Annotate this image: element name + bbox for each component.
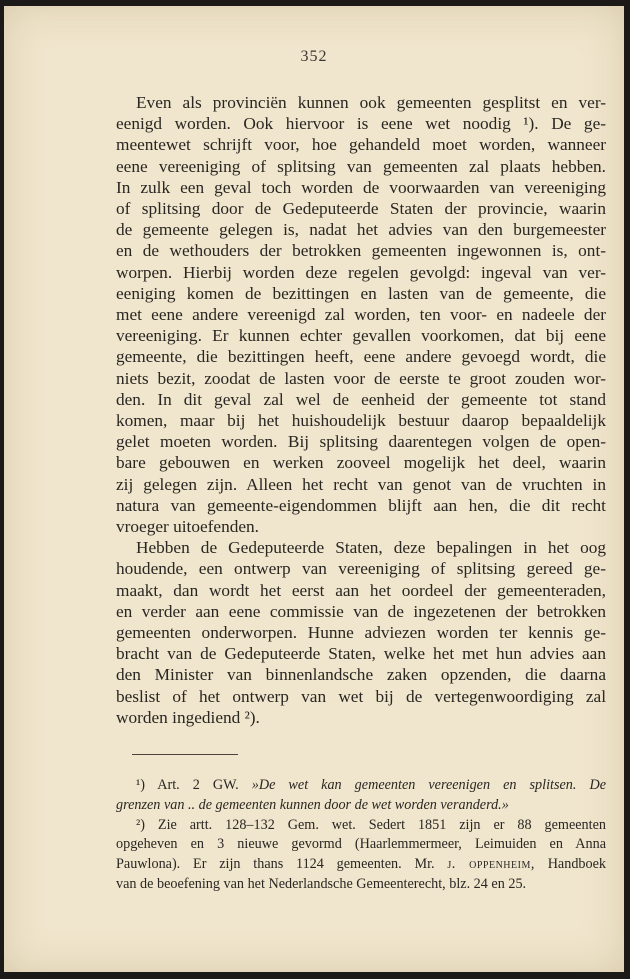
- footnote-1-quote: »De wet kan gemeenten vereenigen en splitsen. De: [251, 777, 606, 793]
- text-line: natura van gemeente-eigendommen blijft aan hen, die dit recht: [116, 495, 606, 515]
- text-line: eeniging komen de bezittingen en lasten van de gemeente, die: [116, 283, 606, 303]
- text-line: en verder aan eene commissie van de ingezetenen der betrokken: [116, 601, 606, 621]
- footnotes: [116, 776, 606, 895]
- footnote-1-line: [116, 776, 606, 796]
- main-text: [116, 92, 606, 728]
- text-line: vereeniging. Er kunnen echter gevallen voorkomen, dat bij eene: [116, 326, 606, 346]
- text-line: niets bezit, zoodat de lasten voor de eerste te groot zouden wor-: [116, 368, 606, 388]
- footnote-2-text: Zie artt. 128–132 Gem. wet. Sedert 1851 zijn er 88 gemeenten: [157, 816, 606, 833]
- footnote-2-text: Handboek: [547, 856, 606, 873]
- text-line: met eene andere vereenigd zal worden, ten voor- en nadeele der: [116, 305, 606, 325]
- text-line: gemeenten onderworpen. Hunne adviezen worden ter kennis ge-: [116, 623, 606, 643]
- text-line: den. In dit geval zal wel de eenheid der gemeente tot stand: [116, 389, 606, 409]
- text-line: worden ingediend ²).: [116, 707, 260, 727]
- text-line: meentewet schrijft voor, hoe gehandeld moet worden, wanneer: [116, 135, 606, 155]
- text-line: Hebben de Gedeputeerde Staten, deze bepalingen in het oog: [136, 538, 606, 558]
- footnote-1-reference: Art. 2 GW.: [157, 777, 239, 793]
- text-line: eenigd worden. Ook hiervoor is eene wet noodig ¹). De ge-: [116, 114, 606, 134]
- footnote-2-line: [116, 855, 606, 875]
- footnote-2-author: j. oppenheim,: [447, 856, 535, 873]
- footnote-1-marker: ¹): [136, 777, 145, 793]
- text-line: maakt, dan wordt het eerst aan het oordeel der gemeenteraden,: [116, 580, 606, 600]
- text-line: houdende, een ontwerp van vereeniging of splitsing gereed ge-: [116, 559, 606, 579]
- text-line: Even als provinciën kunnen ook gemeenten gesplitst en ver-: [136, 93, 606, 112]
- text-line: In zulk een geval toch worden de voorwaarden van vereeniging: [116, 177, 606, 197]
- book-page: [4, 6, 624, 972]
- text-line: komen, maar bij het huishoudelijk bestuur daarop bepaaldelijk: [116, 411, 606, 431]
- text-line: gelet moeten worden. Bij splitsing daarentegen volgen de open-: [116, 432, 606, 452]
- text-line: eene vereeniging of splitsing van gemeenten zal plaats hebben.: [116, 156, 606, 176]
- footnote-2-text: Pauwlona). Er zijn thans 1124 gemeenten. Mr.: [116, 856, 435, 873]
- footnote-divider: [132, 754, 238, 755]
- text-line: den Minister van binnenlandsche zaken opzenden, die daarna: [116, 665, 606, 685]
- text-line: worpen. Hierbij worden deze regelen gevolgd: ingeval van ver-: [116, 262, 606, 282]
- page-number: 352: [300, 48, 328, 65]
- text-line: zij gelegen zijn. Alleen het recht van genot van de vruchten in: [116, 474, 606, 494]
- text-line: vroeger uitoefenden.: [116, 517, 259, 537]
- text-line: beslist of het ontwerp van wet bij de vertegenwoordiging zal: [116, 686, 606, 706]
- footnote-1-quote-continued: grenzen van .. de gemeenten kunnen door de wet worden veranderd.»: [116, 796, 509, 813]
- text-line: bare gebouwen en werken zooveel mogelijk het deel, waarin: [116, 453, 606, 473]
- footnote-2-line: [116, 816, 606, 836]
- text-line: of splitsing door de Gedeputeerde Staten der provincie, waarin: [116, 199, 606, 219]
- text-line: en de wethouders der betrokken gemeenten ingewonnen is, ont-: [116, 241, 606, 261]
- footnote-2-line: opgeheven en 3 nieuwe gevormd (Haarlemmermeer, Leimuiden en Anna: [116, 836, 606, 853]
- footnote-2-marker: ²): [136, 816, 145, 833]
- text-line: gemeente, die bezittingen heeft, eene andere gevoegd wordt, die: [116, 347, 606, 367]
- text-line: de gemeente gelegen is, nadat het advies van den burgemeester: [116, 220, 606, 240]
- text-line: bracht van de Gedeputeerde Staten, welke het met hun advies aan: [116, 644, 606, 664]
- footnote-2-line: van de beoefening van het Nederlandsche Gemeenterecht, blz. 24 en 25.: [116, 875, 527, 892]
